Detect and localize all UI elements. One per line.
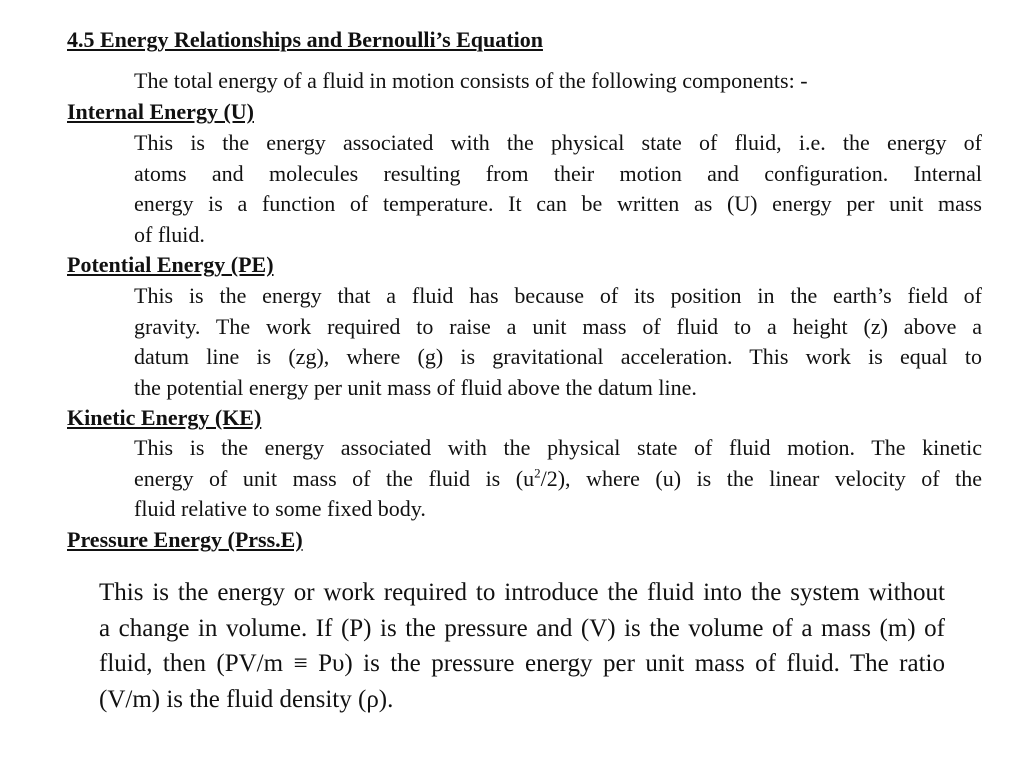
kinetic-energy-paragraph — [134, 433, 982, 525]
pressure-energy-heading: Pressure Energy (Prss.E) — [67, 527, 303, 552]
paragraph-line: (V/m) is the fluid density (ρ). — [99, 685, 394, 713]
paragraph-line: a change in volume. If (P) is the pressure and (V) is the volume of a mass (m) of — [99, 614, 945, 642]
internal-energy-heading: Internal Energy (U) — [67, 99, 254, 124]
paragraph-line — [134, 464, 982, 495]
paragraph-line: This is the energy that a fluid has because of its position in the earth’s field of — [134, 283, 982, 308]
paragraph-line: atoms and molecules resulting from their motion and configuration. Internal — [134, 160, 982, 186]
kinetic-energy-heading: Kinetic Energy (KE) — [67, 405, 262, 430]
kinetic-text-post: /2), where (u) is the linear velocity of the — [540, 465, 982, 491]
pressure-energy-paragraph — [99, 575, 945, 717]
intro-text: The total energy of a fluid in motion consists of the following components: - — [134, 68, 808, 93]
superscript-two: 2 — [534, 465, 541, 481]
paragraph-line: the potential energy per unit mass of fluid above the datum line. — [134, 374, 697, 400]
paragraph-line: gravity. The work required to raise a unit mass of fluid to a height (z) above a — [134, 313, 982, 339]
paragraph-line: energy is a function of temperature. It can be written as (U) energy per unit mass — [134, 191, 982, 216]
paragraph-line: fluid, then (PV/m ≡ Pυ) is the pressure energy per unit mass of fluid. The ratio — [99, 650, 945, 677]
paragraph-line: This is the energy associated with the physical state of fluid, i.e. the energy of — [134, 130, 982, 155]
section-title: 4.5 Energy Relationships and Bernoulli’s Equation — [67, 27, 543, 52]
paragraph-line: datum line is (zg), where (g) is gravitational acceleration. This work is equal to — [134, 344, 982, 369]
potential-energy-paragraph — [134, 281, 982, 403]
internal-energy-paragraph — [134, 128, 982, 250]
potential-energy-heading: Potential Energy (PE) — [67, 252, 274, 277]
paragraph-line: This is the energy associated with the physical state of fluid motion. The kinetic — [134, 435, 982, 460]
paragraph-line: This is the energy or work required to introduce the fluid into the system without — [99, 579, 945, 606]
paragraph-line: fluid relative to some fixed body. — [134, 496, 426, 521]
paragraph-line: of fluid. — [134, 221, 205, 247]
kinetic-text-pre: energy of unit mass of the fluid is (u — [134, 465, 535, 491]
